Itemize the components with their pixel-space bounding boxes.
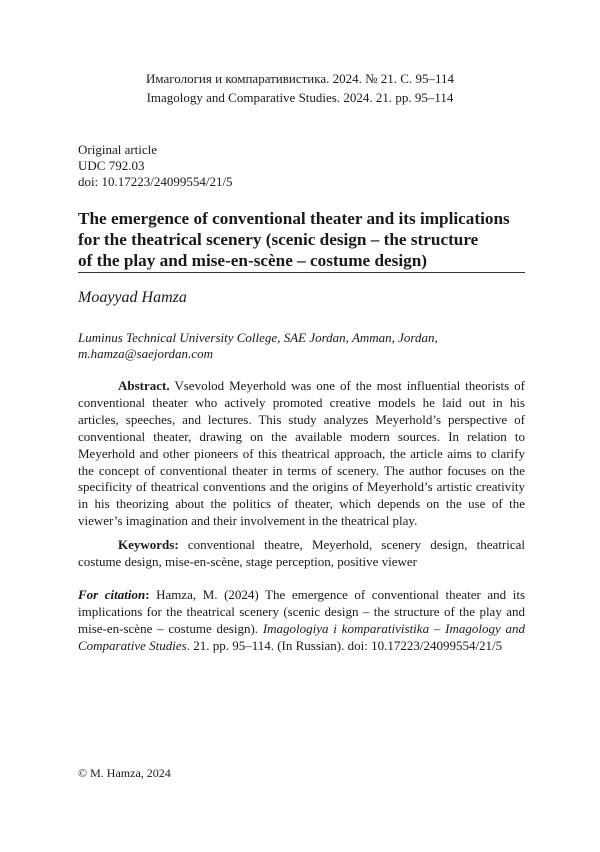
affiliation-line: Luminus Technical University College, SAE Jordan, Amman, Jordan,	[78, 330, 438, 345]
citation-label-wrap	[78, 587, 150, 602]
abstract-label: Abstract.	[118, 378, 170, 393]
author-affiliation	[78, 330, 518, 362]
citation-paragraph	[78, 587, 525, 655]
article-meta	[78, 142, 233, 190]
abstract-paragraph	[78, 378, 525, 530]
citation-colon: :	[145, 587, 150, 602]
title-line: for the theatrical scenery (scenic design – the structure	[78, 230, 479, 249]
udc-code: UDC 792.03	[78, 158, 145, 173]
copyright-notice: © M. Hamza, 2024	[78, 766, 171, 780]
journal-line-en: Imagology and Comparative Studies. 2024. 21. pp. 95–114	[146, 90, 454, 105]
keywords-paragraph	[78, 537, 525, 571]
doi: doi: 10.17223/24099554/21/5	[78, 174, 233, 189]
title-line: The emergence of conventional theater and its implications	[78, 209, 510, 228]
journal-header	[0, 69, 600, 107]
citation-journal: Imagologiya i komparativistika – Imagology and Comparative Studies	[78, 620, 525, 653]
citation-text-2: . 21. pp. 95–114. (In Russian). doi: 10.17223/24099554/21/5	[186, 637, 503, 653]
journal-line-ru: Имагология и компаративистика. 2024. № 21. С. 95–114	[145, 71, 454, 86]
title-line: of the play and mise-en-scène – costume design)	[78, 251, 427, 270]
keywords-text: conventional theatre, Meyerhold, scenery design, theatrical costume design, mise-en-scène, stage perception, positive viewer	[78, 537, 525, 569]
article-title	[78, 208, 528, 271]
keywords-label: Keywords:	[118, 537, 179, 552]
author-email: m.hamza@saejordan.com	[78, 346, 213, 361]
title-divider	[78, 272, 525, 273]
citation-text-1: Hamza, M. (2024) The emergence of conventional theater and its implications for the theatrical scenery (scenic design – the structure of the play and mise-en-scène – costume design).	[78, 587, 525, 636]
article-type: Original article	[78, 142, 158, 157]
abstract-text: Vsevolod Meyerhold was one of the most influential theorists of conventional theater who actively promoted creative models he laid out in his articles, speeches, and lectures. This study analyzes Meyerhold’s perspective of conventional theater, drawing on the available modern sources. In relation to Meyerhold and other pioneers of this theatrical approach, the article aims to clarify the concept of conventional theater in terms of scenery. The author focuses on the specificity of theatrical conventions and the origins of Meyerhold’s artistic creativity in his theorizing about the politics of theater, which depends on the use of the viewer’s imagination and their involvement in the theatrical play.	[78, 378, 525, 529]
author-name: Moayyad Hamza	[78, 289, 187, 306]
citation-label: For citation	[78, 587, 146, 602]
